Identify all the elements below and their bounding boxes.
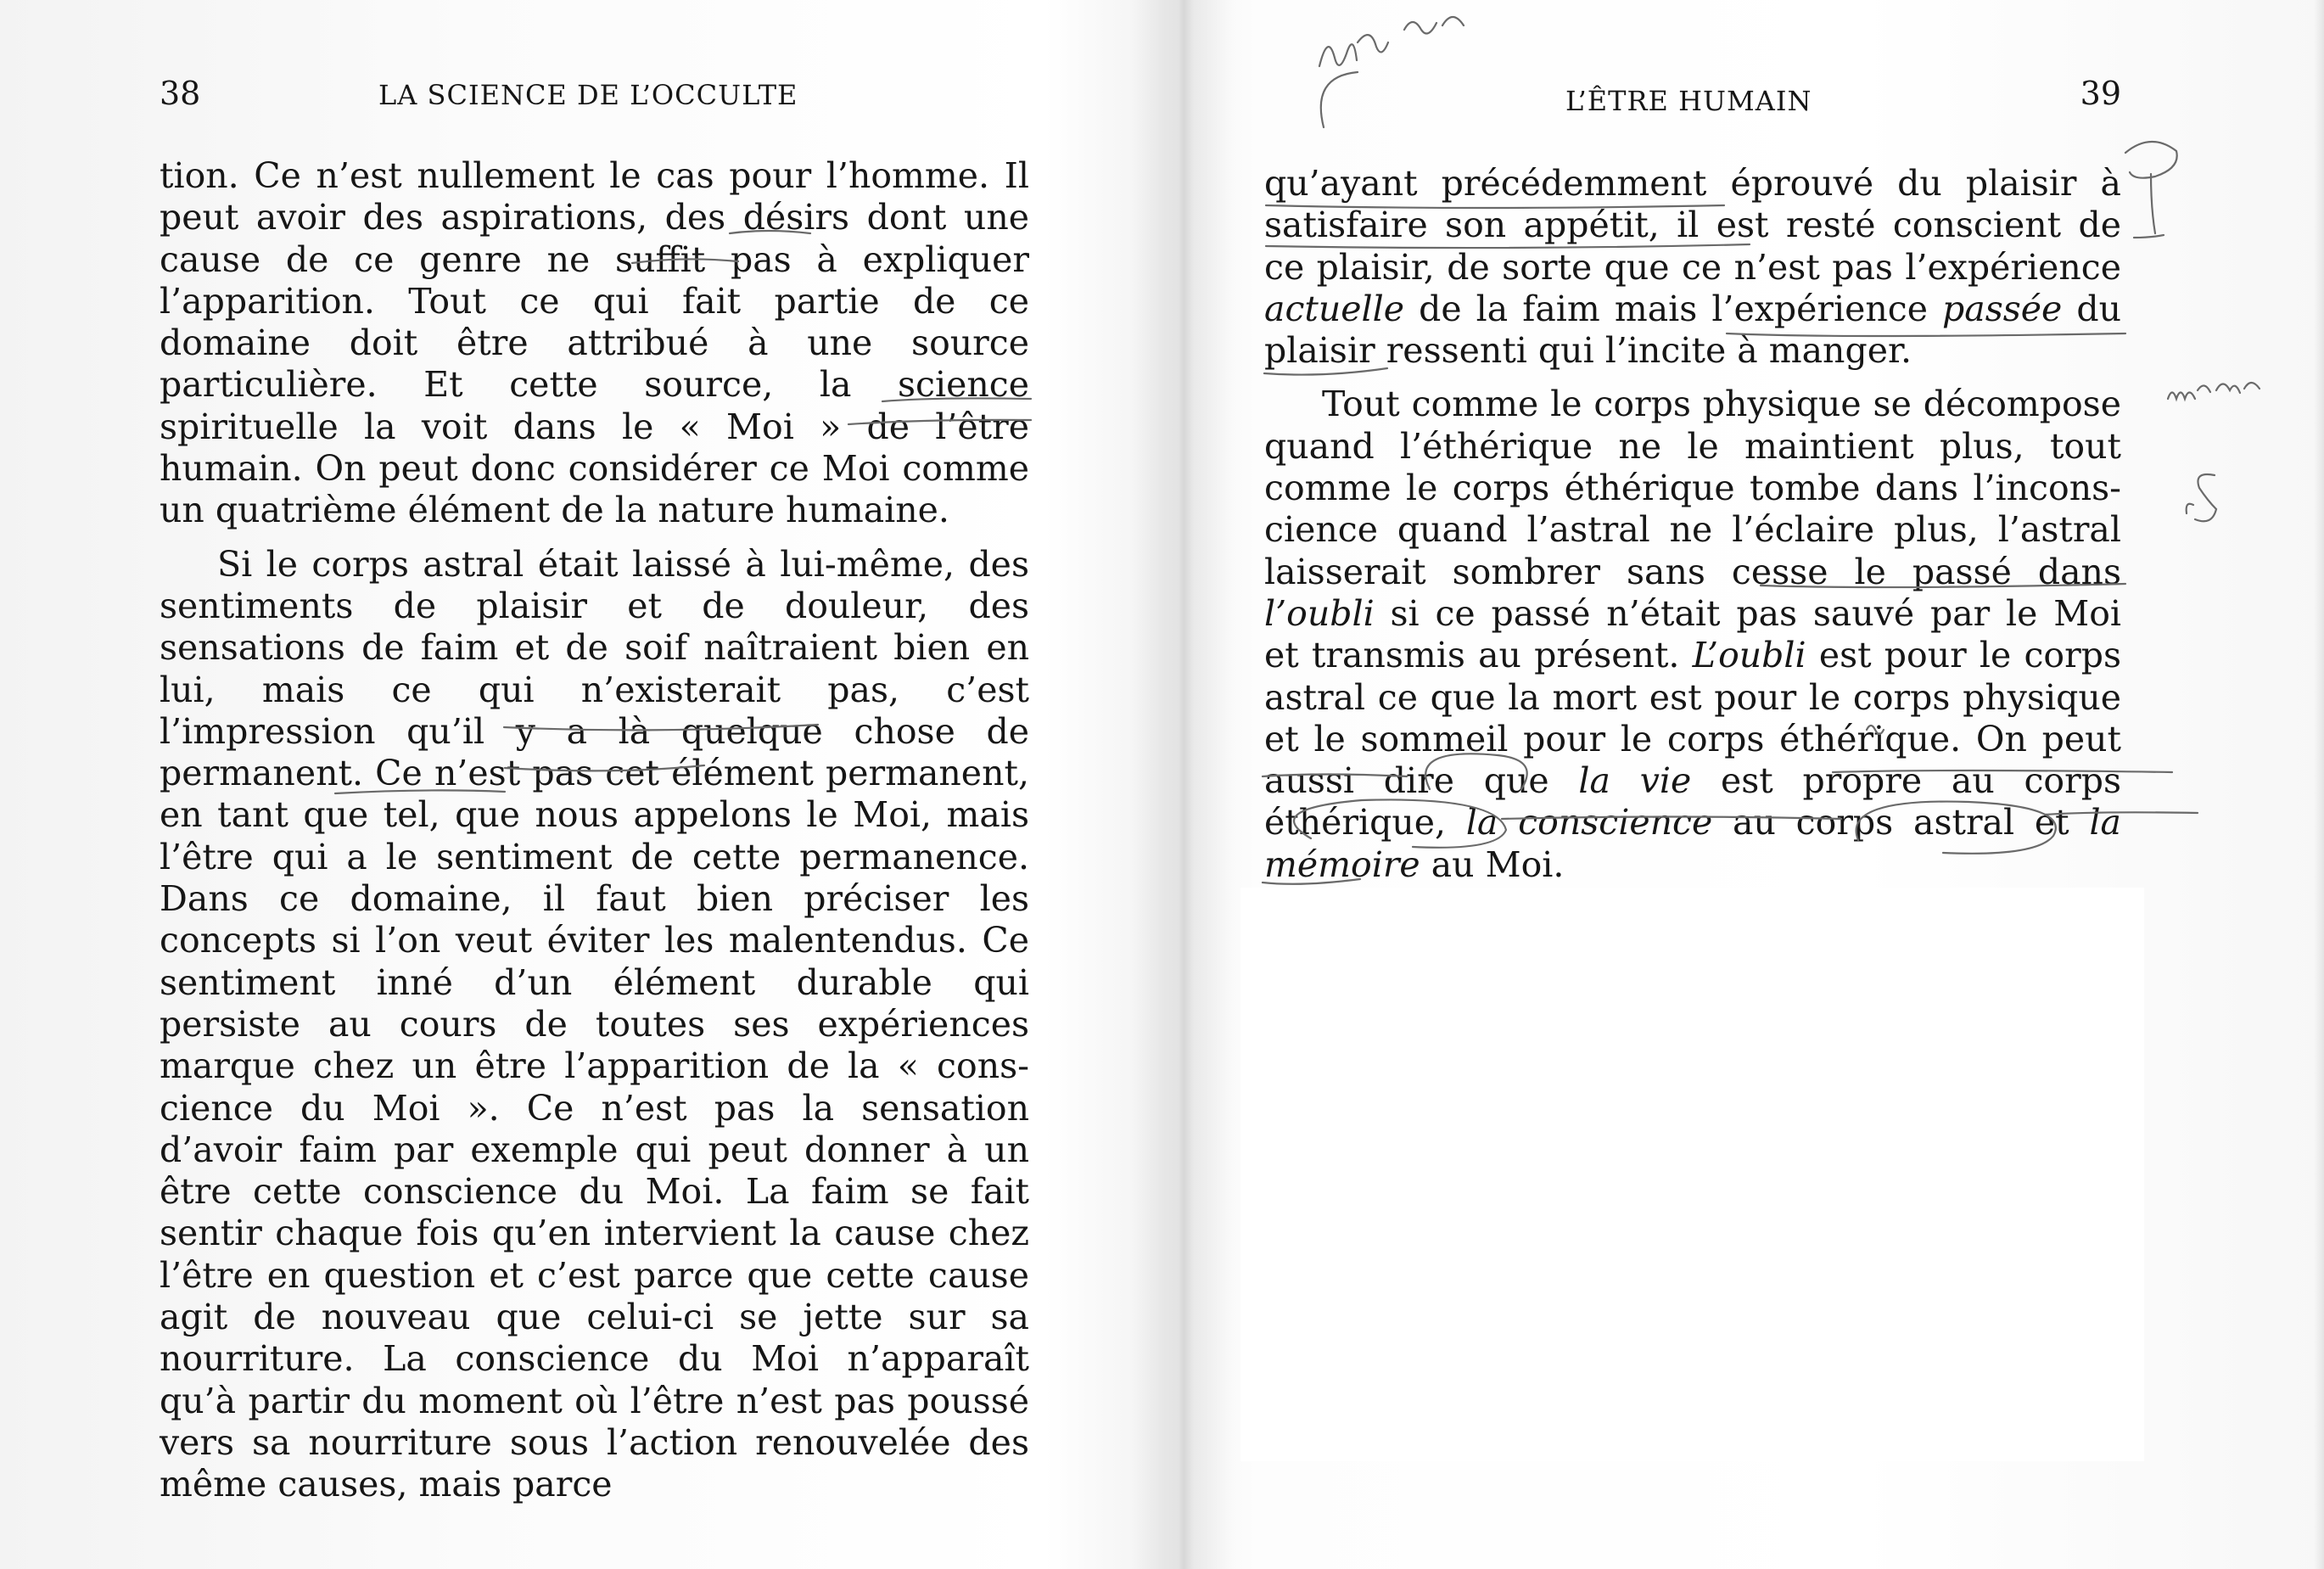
- margin-s-mark: [2187, 474, 2216, 521]
- emphasis-oubli-2: L’oubli: [1692, 635, 1806, 676]
- left-running-head: [160, 75, 1029, 126]
- redacted-block: [1240, 888, 2144, 1461]
- left-page-number: 38: [160, 75, 201, 112]
- right-paragraph-2: Tout comme le corps physique se décompose quand l’éthérique ne le maintient plus, tout comme le corps éthérique tombe dans l’inconscience quand l’astral ne l’éclaire plus, l’astral laisserait sombrer sans cesse le passé dans l’oubli si ce passé n’était pas sauvé par le Moi et transmis au présent. L’oubli est pour le corps astral ce que la mort est pour le corps physique et le sommeil pour le corps éthérique. On peut aussi dire que la vie est propre au corps éthérique, la conscience au corps astral et la mémoire au Moi.: [1264, 384, 2121, 885]
- scan-edge-shadow: [2314, 0, 2324, 1569]
- right-running-title: L’ÊTRE HUMAIN: [1565, 85, 1812, 117]
- emphasis-passee: passée: [1942, 288, 2063, 329]
- left-running-title: LA SCIENCE DE L’OCCULTE: [378, 79, 798, 111]
- left-page-text: [160, 155, 1029, 1506]
- right-running-head: [1264, 75, 2121, 126]
- right-page-text: [1264, 163, 2121, 886]
- emphasis-la-conscience: la conscience: [1465, 802, 1713, 843]
- left-page: [160, 0, 1029, 1569]
- emphasis-oubli: l’oubli: [1264, 592, 1375, 634]
- left-paragraph-1: tion. Ce n’est nullement le cas pour l’homme. Il peut avoir des aspirations, des désirs dont une cause de ce genre ne suffit pas à expliquer l’apparition. Tout ce qui fait partie de ce domaine doit être attribué à une source particulière. Et cette source, la science spirituelle la voit dans le « Moi » de l’être humain. On peut donc considérer ce Moi comme un quatrième élément de la nature humaine.: [160, 155, 1029, 531]
- right-page-number: 39: [2080, 75, 2121, 112]
- emphasis-la-memoire: la mémoire: [1264, 802, 2121, 885]
- right-paragraph-1: qu’ayant précédemment éprouvé du plaisir à satisfaire son appétit, il est resté conscient de ce plaisir, de sorte que ce n’est pas l’expérience actuelle de la faim mais l’expérience passée du plaisir ressenti qui l’incite à manger.: [1264, 163, 2122, 372]
- left-paragraph-2: Si le corps astral était laissé à lui-même, des sentiments de plaisir et de douleur, des sensations de faim et de soif naîtraient bien en lui, mais ce qui n’existerait pas, c’est l’impression qu’il y a là quelque chose de permanent. Ce n’est pas cet élément permanent, en tant que tel, que nous appelons le Moi, mais l’être qui a le sentiment de cette permanence. Dans ce domaine, il faut bien préciser les concepts si l’on veut éviter les malentendus. Ce sentiment inné d’un élément durable qui persiste au cours de toutes ses expériences marque chez un être l’apparition de la « conscience du Moi ». Ce n’est pas la sensation d’avoir faim par exemple qui peut donner à un être cette conscience du Moi. La faim se fait sentir chaque fois qu’en intervient la cause chez l’être en question et c’est parce que cette cause agit de nouveau que celui-ci se jette sur sa nourriture. La conscience du Moi n’apparaît qu’à partir du moment où l’être n’est pas poussé vers sa nourriture sous l’action renouvelée des même causes, mais parce: [160, 543, 1029, 1505]
- margin-p-mark: [2125, 142, 2177, 238]
- emphasis-la-vie: la vie: [1578, 760, 1692, 802]
- margin-meme-note: [2168, 383, 2260, 399]
- book-gutter: [1133, 0, 1235, 1569]
- emphasis-actuelle: actuelle: [1264, 288, 1405, 329]
